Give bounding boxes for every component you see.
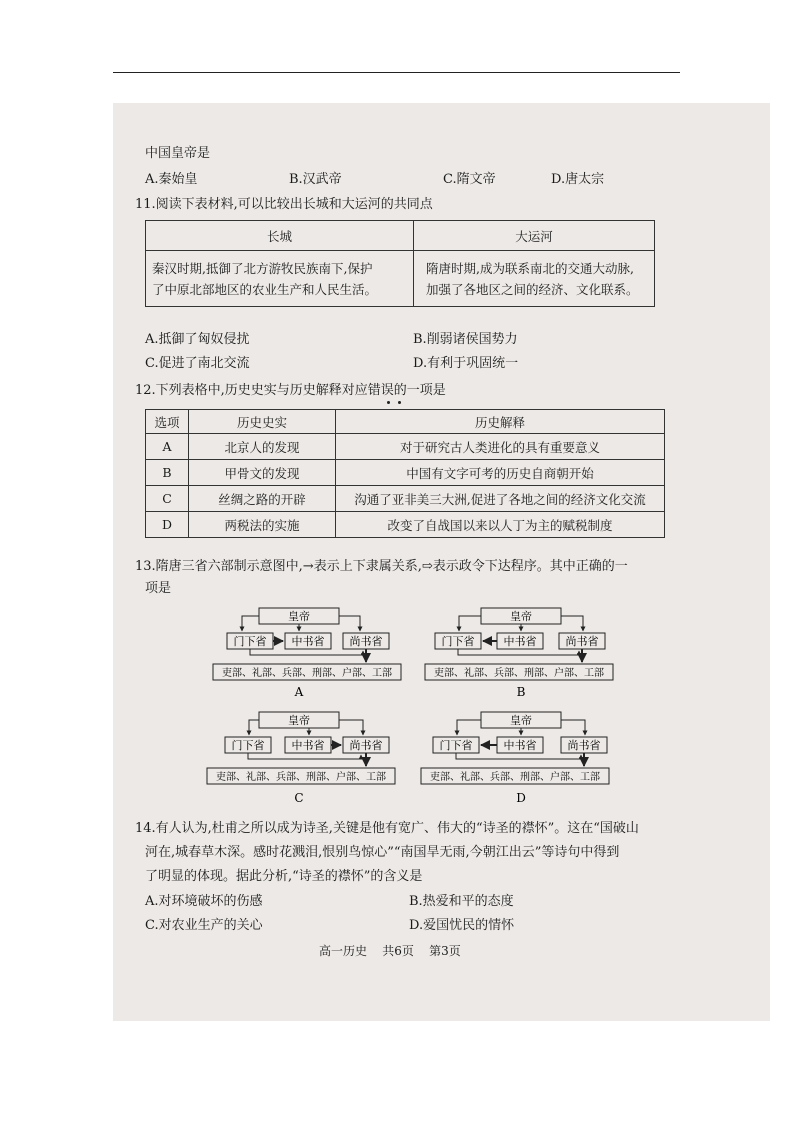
q12-row-d-option: D — [146, 512, 189, 538]
six-ministries-label: 吏部、礼部、兵部、刑部、户部、工部 — [216, 772, 386, 783]
page-footer: 高一历史 共6页 第3页 — [319, 944, 461, 958]
q12-row-b-explanation: 中国有文字可考的历史自商朝开始 — [336, 460, 665, 486]
q14-option-b[interactable]: B.热爱和平的态度 — [409, 894, 514, 909]
q11-option-b[interactable]: B.削弱诸侯国势力 — [413, 332, 518, 347]
six-ministries-label: 吏部、礼部、兵部、刑部、户部、工部 — [430, 772, 600, 783]
zhongshu-label: 中书省 — [291, 635, 325, 648]
q11-option-d[interactable]: D.有利于巩固统一 — [413, 356, 519, 371]
q12-row-a-explanation: 对于研究古人类进化的具有重要意义 — [336, 434, 665, 460]
q12-table — [145, 409, 665, 538]
emperor-label: 皇帝 — [510, 714, 532, 727]
emperor-label: 皇帝 — [288, 714, 310, 727]
q13-diagrams — [113, 598, 770, 813]
q11-right-line-2: 加强了各地区之间的经济、文化联系。 — [426, 281, 639, 297]
q13-stem-line-1: 13.隋唐三省六部制示意图中,→表示上下隶属关系,⇨表示政令下达程序。其中正确的一 — [135, 559, 628, 574]
menxia-label: 门下省 — [233, 635, 267, 648]
diagram-b[interactable] — [425, 608, 613, 699]
q12-row-b-fact: 甲骨文的发现 — [189, 460, 336, 486]
shangshu-label: 尚书省 — [565, 635, 599, 648]
q11-stem: 11.阅读下表材料,可以比较出长城和大运河的共同点 — [135, 197, 433, 212]
shangshu-label: 尚书省 — [349, 739, 383, 752]
six-ministries-label: 吏部、礼部、兵部、刑部、户部、工部 — [434, 668, 604, 679]
q11-cell-great-wall — [146, 251, 414, 307]
q14-option-c[interactable]: C.对农业生产的关心 — [145, 918, 263, 933]
q14-stem-line-3: 了明显的体现。据此分析,“诗圣的襟怀”的含义是 — [145, 869, 423, 884]
q14-option-a[interactable]: A.对环境破坏的伤感 — [145, 894, 263, 909]
menxia-label: 门下省 — [441, 635, 475, 648]
diagram-d[interactable] — [421, 712, 609, 805]
q13-stem-line-2: 项是 — [145, 581, 172, 596]
diagram-a-label: A — [294, 685, 304, 699]
header-rule — [113, 72, 680, 73]
shangshu-label: 尚书省 — [567, 739, 601, 752]
diagram-c[interactable] — [207, 712, 395, 805]
q10-option-a[interactable]: A.秦始皇 — [145, 172, 198, 187]
q12-row-a-option: A — [146, 434, 189, 460]
q11-option-c[interactable]: C.促进了南北交流 — [145, 356, 250, 371]
q11-table — [145, 220, 655, 307]
q11-header-grand-canal: 大运河 — [414, 221, 655, 251]
menxia-label: 门下省 — [439, 739, 473, 752]
zhongshu-label: 中书省 — [503, 635, 537, 648]
q10-stem-tail: 中国皇帝是 — [145, 146, 211, 161]
diagram-a[interactable] — [213, 608, 401, 699]
diagram-d-label: D — [516, 791, 526, 805]
q12-header-explanation: 历史解释 — [336, 410, 665, 434]
emperor-label: 皇帝 — [510, 610, 532, 623]
q12-row-c-option: C — [146, 486, 189, 512]
q11-option-a[interactable]: A.抵御了匈奴侵扰 — [145, 332, 250, 347]
q12-row-d-fact: 两税法的实施 — [189, 512, 336, 538]
q14-stem-line-1: 14.有人认为,杜甫之所以成为诗圣,关键是他有宽广、伟大的“诗圣的襟怀”。这在“国破山 — [135, 821, 639, 836]
q11-header-great-wall: 长城 — [146, 221, 414, 251]
q12-row-c-explanation: 沟通了亚非美三大洲,促进了各地之间的经济文化交流 — [336, 486, 665, 512]
q10-option-b[interactable]: B.汉武帝 — [289, 172, 342, 187]
q12-header-fact: 历史史实 — [189, 410, 336, 434]
q14-stem-line-2: 河在,城春草木深。感时花溅泪,恨别鸟惊心”“南国旱无雨,今朝江出云”等诗句中得到 — [145, 845, 620, 860]
diagram-c-label: C — [294, 791, 304, 805]
q11-left-line-1: 秦汉时期,抵御了北方游牧民族南下,保护 — [152, 260, 373, 276]
q12-stem: 12.下列表格中,历史史实与历史解释对应错误的一项是 — [135, 383, 446, 398]
q10-option-d[interactable]: D.唐太宗 — [551, 172, 605, 187]
six-ministries-label: 吏部、礼部、兵部、刑部、户部、工部 — [222, 668, 392, 679]
q11-right-line-1: 隋唐时期,成为联系南北的交通大动脉, — [426, 260, 634, 276]
q12-row-c-fact: 丝绸之路的开辟 — [189, 486, 336, 512]
zhongshu-label: 中书省 — [291, 739, 325, 752]
q12-header-option: 选项 — [146, 410, 189, 434]
emperor-label: 皇帝 — [288, 610, 310, 623]
emphasis-dot — [398, 401, 401, 404]
q12-row-b-option: B — [146, 460, 189, 486]
q11-cell-grand-canal — [414, 251, 655, 307]
q12-row-d-explanation: 改变了自战国以来以人丁为主的赋税制度 — [336, 512, 665, 538]
q10-option-c[interactable]: C.隋文帝 — [443, 172, 496, 187]
emphasis-dot — [387, 401, 390, 404]
scanned-page — [113, 103, 770, 1021]
q12-row-a-fact: 北京人的发现 — [189, 434, 336, 460]
zhongshu-label: 中书省 — [503, 739, 537, 752]
q11-left-line-2: 了中原北部地区的农业生产和人民生活。 — [152, 281, 378, 297]
diagram-b-label: B — [516, 685, 526, 699]
shangshu-label: 尚书省 — [349, 635, 383, 648]
menxia-label: 门下省 — [231, 739, 265, 752]
q14-option-d[interactable]: D.爱国忧民的情怀 — [409, 918, 515, 933]
